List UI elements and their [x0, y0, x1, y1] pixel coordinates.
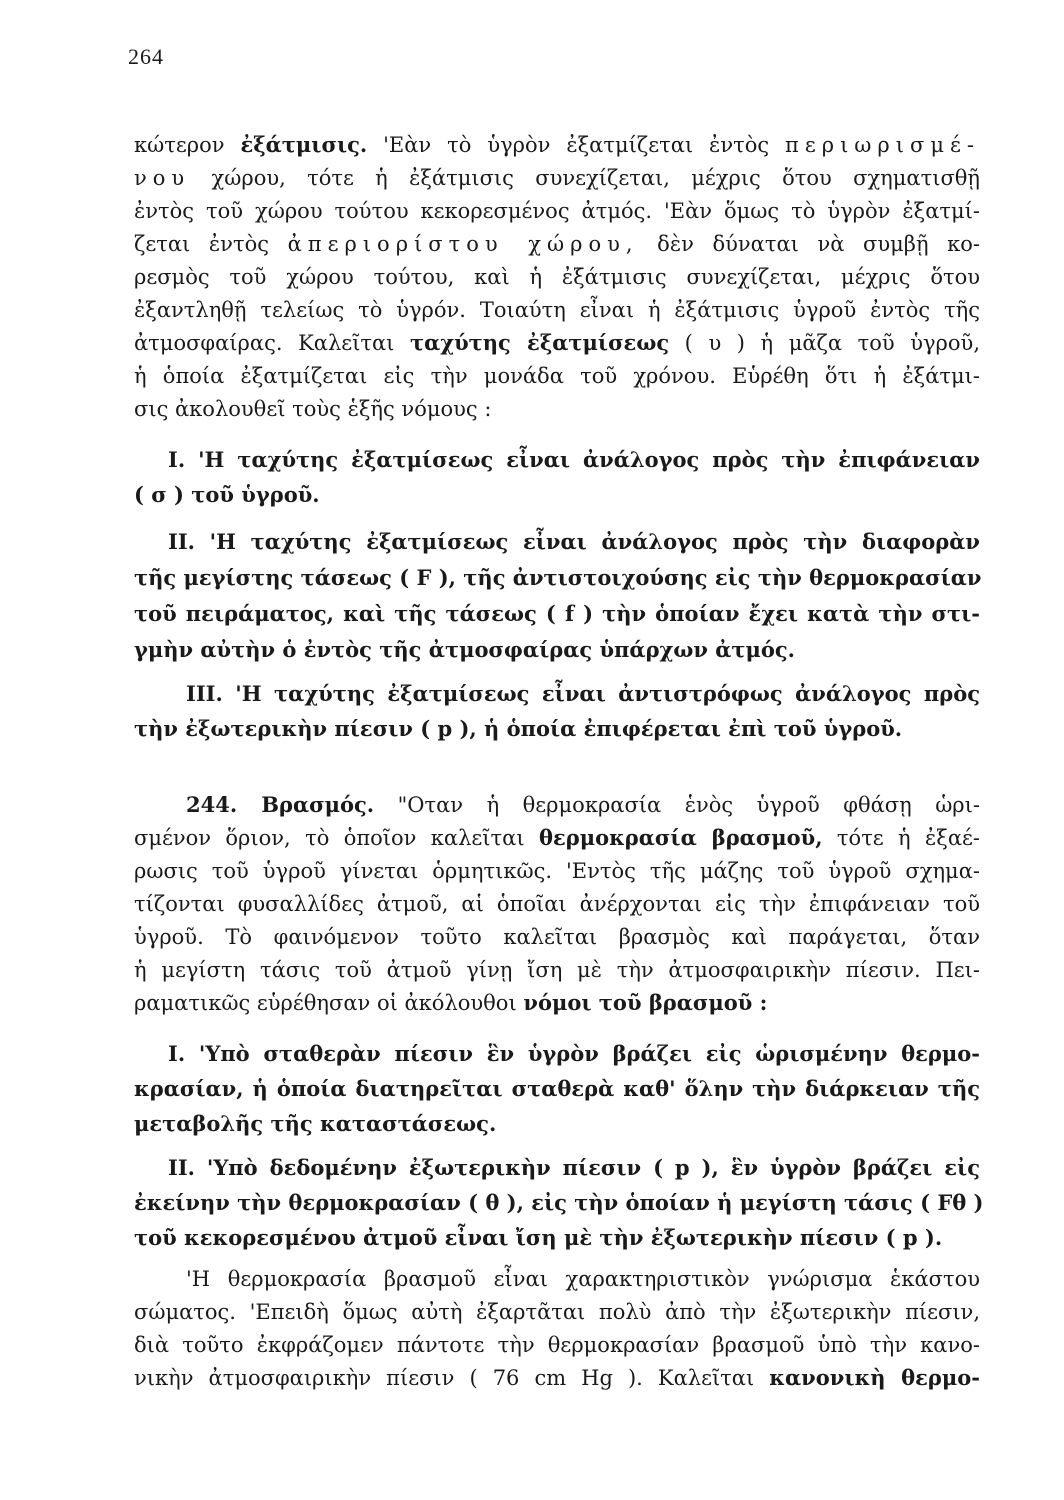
text-line: ρεσμὸς τοῦ χώρου τούτου, καὶ ἡ ἐξάτμισις συνεχίζεται, μέχρις ὅτου	[134, 265, 980, 289]
law-line: ( σ ) τοῦ ὑγροῦ.	[134, 482, 320, 507]
section-heading-line: 244. Βρασμός. "Οταν ἡ θερμοκρασία ἑνὸς ὑγροῦ φθάσῃ ὡρι-	[186, 792, 980, 817]
text-line: σις ἀκολουθεῖ τοὺς ἑξῆς νόμους :	[134, 397, 492, 421]
law-line: τὴν ἐξωτερικὴν πίεσιν ( p ), ἡ ὁποία ἐπιφέρεται ἐπὶ τοῦ ὑγροῦ.	[134, 716, 903, 741]
law-line: III. 'Η ταχύτης ἐξατμίσεως εἶναι ἀντιστρόφως ἀνάλογος πρὸς	[186, 681, 980, 706]
law-line: τῆς μεγίστης τάσεως ( F ), τῆς ἀντιστοιχούσης εἰς τὴν θερμοκρασίαν	[134, 565, 982, 590]
text-line: ζεται ἐντὸς ἀπεριορίστου χώρου, δὲν δύναται νὰ συμβῇ κο-	[134, 232, 981, 256]
text-line: νικὴν ἀτμοσφαιρικὴν πίεσιν ( 76 cm Hg ). Καλεῖται κανονικὴ θερμο-	[134, 1365, 980, 1390]
text-line: ἐξαντληθῇ τελείως τὸ ὑγρόν. Τοιαύτη εἶναι ἡ ἐξάτμισις ὑγροῦ ἐντὸς τῆς	[134, 298, 980, 322]
text-line: διὰ τοῦτο ἐκφράζομεν πάντοτε τὴν θερμοκρασίαν βρασμοῦ ὑπὸ τὴν κανο-	[134, 1333, 980, 1357]
text-line: νου χώρου, τότε ἡ ἐξάτμισις συνεχίζεται, μέχρις ὅτου σχηματισθῇ	[134, 166, 980, 190]
text-line: ἡ ὁποία ἐξατμίζεται εἰς τὴν μονάδα τοῦ χρόνου. Εὑρέθη ὅτι ἡ ἐξάτμι-	[134, 364, 980, 388]
text-line: ραματικῶς εὑρέθησαν οἱ ἀκόλουθοι νόμοι τοῦ βρασμοῦ :	[134, 990, 768, 1015]
text-line: κώτερον ἐξάτμισις. 'Εὰν τὸ ὑγρὸν ἐξατμίζεται ἐντὸς περιωρισμέ-	[134, 132, 980, 157]
text-line: ἡ μεγίστη τάσις τοῦ ἀτμοῦ γίνῃ ἴση μὲ τὴν ἀτμοσφαιρικὴν πίεσιν. Πει-	[134, 958, 980, 982]
law-line: I. 'Υπὸ σταθερὰν πίεσιν ἓν ὑγρὸν βράζει εἰς ὡρισμένην θερμο-	[168, 1041, 980, 1066]
page-number: 264	[128, 44, 164, 69]
law-line: γμὴν αὐτὴν ὁ ἐντὸς τῆς ἀτμοσφαίρας ὑπάρχων ἀτμός.	[134, 637, 795, 662]
text-line: ἐντὸς τοῦ χώρου τούτου κεκορεσμένος ἀτμός. 'Εὰν ὅμως τὸ ὑγρὸν ἐξατμί-	[134, 199, 980, 223]
text-line: ἀτμοσφαίρας. Καλεῖται ταχύτης ἐξατμίσεως ( υ ) ἡ μᾶζα τοῦ ὑγροῦ,	[134, 330, 980, 355]
law-line: κρασίαν, ἡ ὁποία διατηρεῖται σταθερὰ καθ' ὅλην τὴν διάρκειαν τῆς	[134, 1076, 980, 1101]
law-line: μεταβολῆς τῆς καταστάσεως.	[134, 1111, 497, 1136]
text-line: ὑγροῦ. Τὸ φαινόμενον τοῦτο καλεῖται βρασμὸς καὶ παράγεται, ὅταν	[134, 925, 980, 949]
law-line: II. 'Υπὸ δεδομένην ἐξωτερικὴν πίεσιν ( p ), ἓν ὑγρὸν βράζει εἰς	[168, 1155, 980, 1180]
law-line: τοῦ κεκορεσμένου ἀτμοῦ εἶναι ἴση μὲ τὴν ἐξωτερικὴν πίεσιν ( p ).	[134, 1225, 943, 1250]
text-line: ρωσις τοῦ ὑγροῦ γίνεται ὁρμητικῶς. 'Εντὸς τῆς μάζης τοῦ ὑγροῦ σχημα-	[134, 859, 980, 883]
law-line: τοῦ πειράματος, καὶ τῆς τάσεως ( f ) τὴν ὁποίαν ἔχει κατὰ τὴν στι-	[134, 601, 980, 626]
text-line: τίζονται φυσαλλίδες ἀτμοῦ, αἱ ὁποῖαι ἀνέρχονται εἰς τὴν ἐπιφάνειαν τοῦ	[134, 892, 980, 916]
law-line: I. 'Η ταχύτης ἐξατμίσεως εἶναι ἀνάλογος πρὸς τὴν ἐπιφάνειαν	[168, 447, 980, 472]
law-line: II. 'Η ταχύτης ἐξατμίσεως εἶναι ἀνάλογος πρὸς τὴν διαφορὰν	[168, 529, 980, 554]
text-line: 'Η θερμοκρασία βρασμοῦ εἶναι χαρακτηριστικὸν γνώρισμα ἑκάστου	[186, 1267, 980, 1291]
text-line: σώματος. 'Επειδὴ ὅμως αὐτὴ ἐξαρτᾶται πολὺ ἀπὸ τὴν ἐξωτερικὴν πίεσιν,	[134, 1300, 980, 1324]
section-title: 244. Βρασμός.	[186, 792, 375, 817]
law-line: ἐκείνην τὴν θερμοκρασίαν ( θ ), εἰς τὴν ὁποίαν ἡ μεγίστη τάσις ( Fθ )	[134, 1190, 984, 1215]
text-line: σμένον ὅριον, τὸ ὁποῖον καλεῖται θερμοκρασία βρασμοῦ, τότε ἡ ἐξαέ-	[134, 825, 980, 850]
